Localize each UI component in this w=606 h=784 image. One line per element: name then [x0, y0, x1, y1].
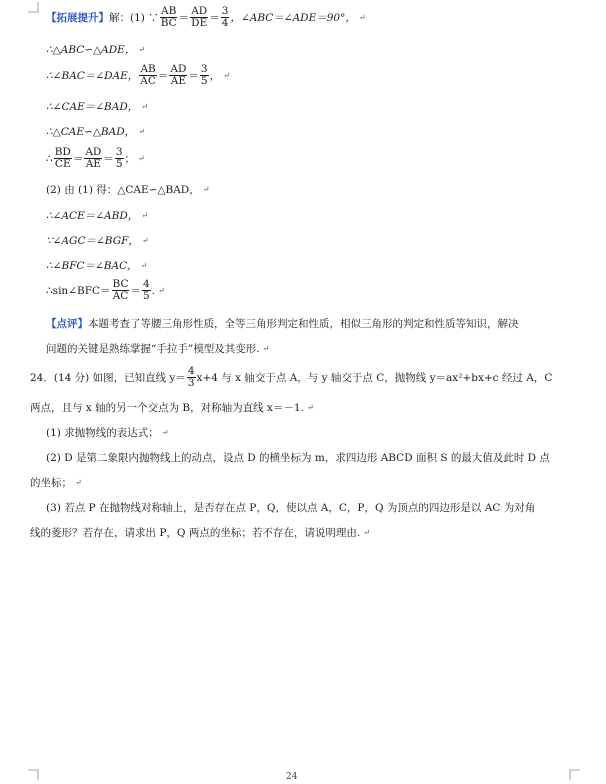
- tuozhan-line: 【拓展提升】 解：(1) ∵ $\frac{AB}{BC}$ ＝ $\frac{AD}{DE}$ ＝ $\frac{3}{4}$ ，∠ABC＝∠ADE＝90°， ↵: [46, 5, 366, 30]
- question-24-part-3a: (3) 若点 P 在抛物线对称轴上，是否存在点 P，Q，使以点 A，C，P，Q 为顶点的四边形是以 AC 为对角: [46, 502, 536, 514]
- crop-mark-bottom-left: [28, 766, 42, 780]
- fraction: $\frac{3}{4}$: [221, 5, 229, 30]
- question-24-part-1: (1) 求抛物线的表达式； ↵: [46, 427, 169, 439]
- comment-line-2: 问题的关键是熟练掌握“手拉手”模型及其变形. ↵: [46, 343, 270, 355]
- fraction: $\frac{BC}{AC}$: [112, 278, 129, 303]
- step-line: ∴sin∠BFC＝ $\frac{BC}{AC}$ ＝ $\frac{4}{5}$ . ↵: [46, 278, 165, 303]
- fraction: $\frac{4}{3}$: [187, 365, 195, 390]
- fraction: $\frac{BD}{CE}$: [54, 146, 71, 171]
- fraction: $\frac{4}{5}$: [142, 278, 150, 303]
- crop-mark-top-left: [28, 2, 42, 16]
- step-line: ∴∠ACE＝∠ABD， ↵: [46, 210, 148, 222]
- question-24-part-3b: 线的菱形？若存在，请求出 P，Q 两点的坐标；若不存在，请说明理由. ↵: [30, 527, 370, 539]
- tuozhan-intro: 解：(1) ∵: [109, 12, 159, 25]
- page-number: 24: [286, 772, 298, 782]
- step-line: (2) 由 (1) 得：△CAE∽△BAD， ↵: [46, 184, 210, 196]
- crop-mark-bottom-right: [566, 766, 580, 780]
- fraction: $\frac{AD}{AE}$: [170, 63, 187, 88]
- step-line: ∴∠CAE＝∠BAD， ↵: [46, 101, 148, 113]
- fraction: $\frac{AB}{BC}$: [160, 5, 177, 30]
- comment-tag: 【点评】: [46, 318, 88, 330]
- step-line: ∴△CAE∽△BAD， ↵: [46, 126, 145, 138]
- question-24-part-2a: (2) D 是第二象限内抛物线上的动点，设点 D 的横坐标为 m，求四边形 ABCD 面积 S 的最大值及此时 D 点: [46, 452, 550, 464]
- step-line: ∵∠AGC＝∠BGF， ↵: [46, 235, 149, 247]
- tuozhan-tag: 【拓展提升】: [46, 12, 109, 25]
- step-line: ∴△ABC∽△ADE， ↵: [46, 44, 146, 56]
- question-24-part-2b: 的坐标； ↵: [30, 477, 82, 489]
- fraction: $\frac{AB}{AC}$: [140, 63, 156, 88]
- fraction: $\frac{AD}{AE}$: [85, 146, 102, 171]
- step-line: ∴∠BAC＝∠DAE， $\frac{AB}{AC}$ ＝ $\frac{AD}{AE}$ ＝ $\frac{3}{5}$ ， ↵: [46, 63, 230, 88]
- fraction: $\frac{3}{5}$: [115, 146, 123, 171]
- tuozhan-tail: ，∠ABC＝∠ADE＝90°，: [230, 12, 356, 25]
- step-line: ∴∠BFC＝∠BAC， ↵: [46, 260, 148, 272]
- comment-line-1: 【点评】 本题考查了等腰三角形性质，全等三角形判定和性质，相似三角形的判定和性质等知识，解决: [46, 318, 519, 330]
- question-24-line-2: 两点，且与 x 轴的另一个交点为 B，对称轴为直线 x＝－1. ↵: [30, 402, 314, 414]
- fraction: $\frac{3}{5}$: [200, 63, 208, 88]
- question-24-line-1: 24．(14 分) 如图，已知直线 y＝ $\frac{4}{3}$ x+4 与 x 轴交于点 A，与 y 轴交于点 C，抛物线 y＝ax²+bx+c 经过 A，C: [30, 365, 553, 390]
- fraction: $\frac{AD}{DE}$: [191, 5, 208, 30]
- step-line: ∴ $\frac{BD}{CE}$ ＝ $\frac{AD}{AE}$ ＝ $\frac{3}{5}$ ； ↵: [46, 146, 145, 171]
